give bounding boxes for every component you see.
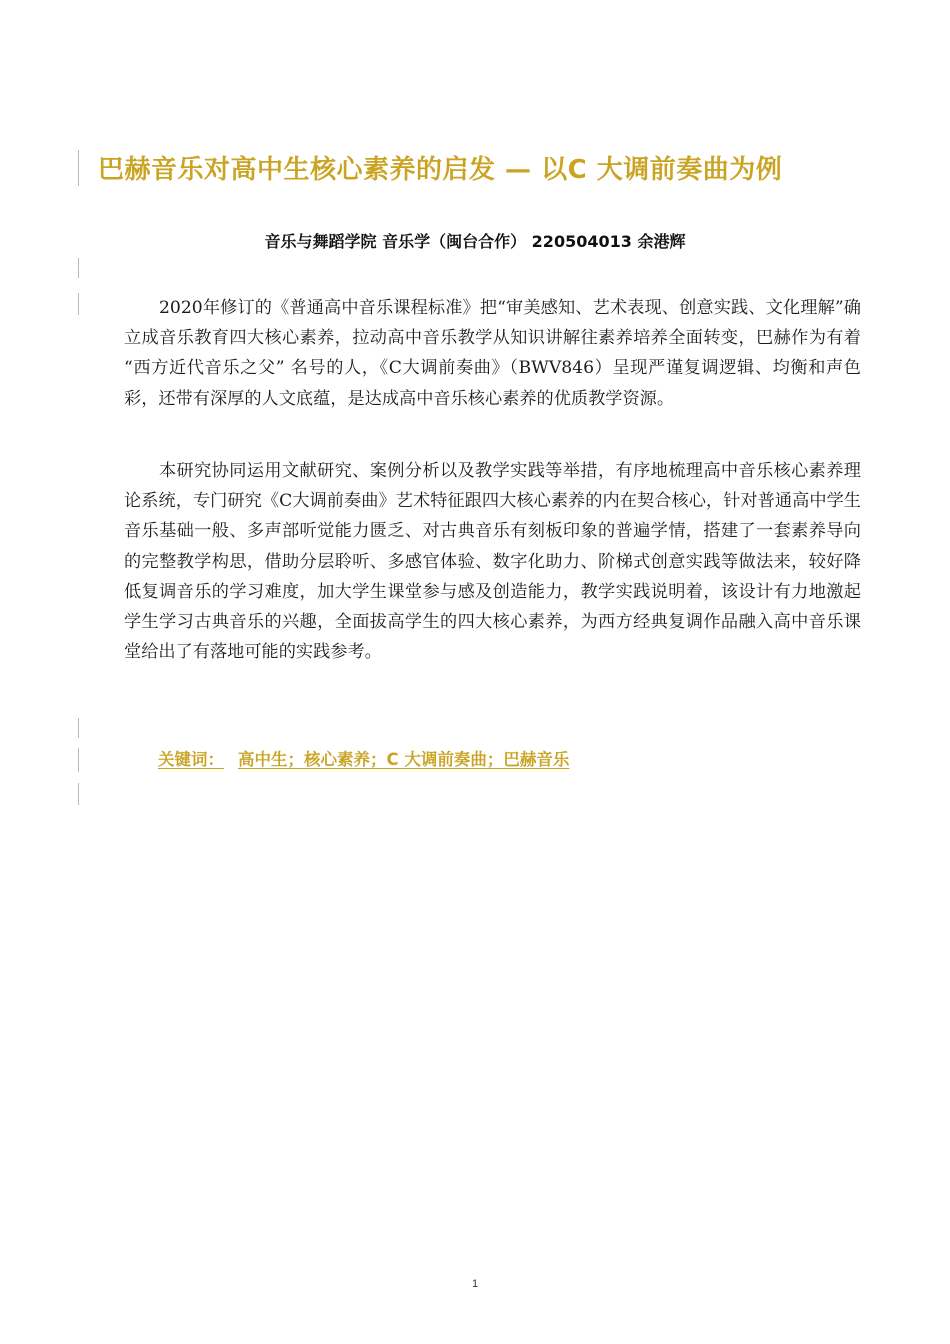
abstract-paragraph: 2020年修订的《普通高中音乐课程标准》把“审美感知、艺术表现、创意实践、文化理解”确立成音乐教育四大核心素养，拉动高中音乐教学从知识讲解往素养培养全面转变，巴赫作为有着 “西方近代音乐之父” 名号的人，《C大调前奏曲》（BWV846）呈现严谨复调逻辑、均衡和声色彩，还带有深厚的人文底蕴，是达成高中音乐核心素养的优质教学资源。 — [124, 298, 861, 409]
margin-mark — [78, 783, 79, 805]
keywords-line — [158, 748, 569, 772]
keywords-label: 关键词： — [158, 750, 224, 769]
margin-mark — [78, 150, 79, 186]
margin-mark — [78, 293, 79, 315]
margin-mark — [78, 718, 79, 738]
margin-mark — [78, 748, 79, 772]
margin-mark — [78, 258, 79, 278]
keywords-values: 高中生；核心素养；C 大调前奏曲；巴赫音乐 — [238, 750, 570, 769]
page-number: 1 — [471, 1278, 479, 1290]
abstract-paragraph: 本研究协同运用文献研究、案例分析以及教学实践等举措，有序地梳理高中音乐核心素养理论系统，专门研究《C大调前奏曲》艺术特征跟四大核心素养的内在契合核心，针对普通高中学生音乐基础一般、多声部听觉能力匮乏、对古典音乐有刻板印象的普遍学情，搭建了一套素养导向的完整教学构思，借助分层聆听、多感官体验、数字化助力、阶梯式创意实践等做法来，较好降低复调音乐的学习难度，加大学生课堂参与感及创造能力，教学实践说明着，该设计有力地激起学生学习古典音乐的兴趣，全面拔高学生的四大核心素养，为西方经典复调作品融入高中音乐课堂给出了有落地可能的实践参考。 — [124, 461, 861, 663]
document-title: 巴赫音乐对高中生核心素养的启发 — 以C 大调前奏曲为例 — [98, 155, 783, 185]
author-line: 音乐与舞蹈学院 音乐学（闽台合作） 220504013 余港辉 — [264, 232, 686, 251]
